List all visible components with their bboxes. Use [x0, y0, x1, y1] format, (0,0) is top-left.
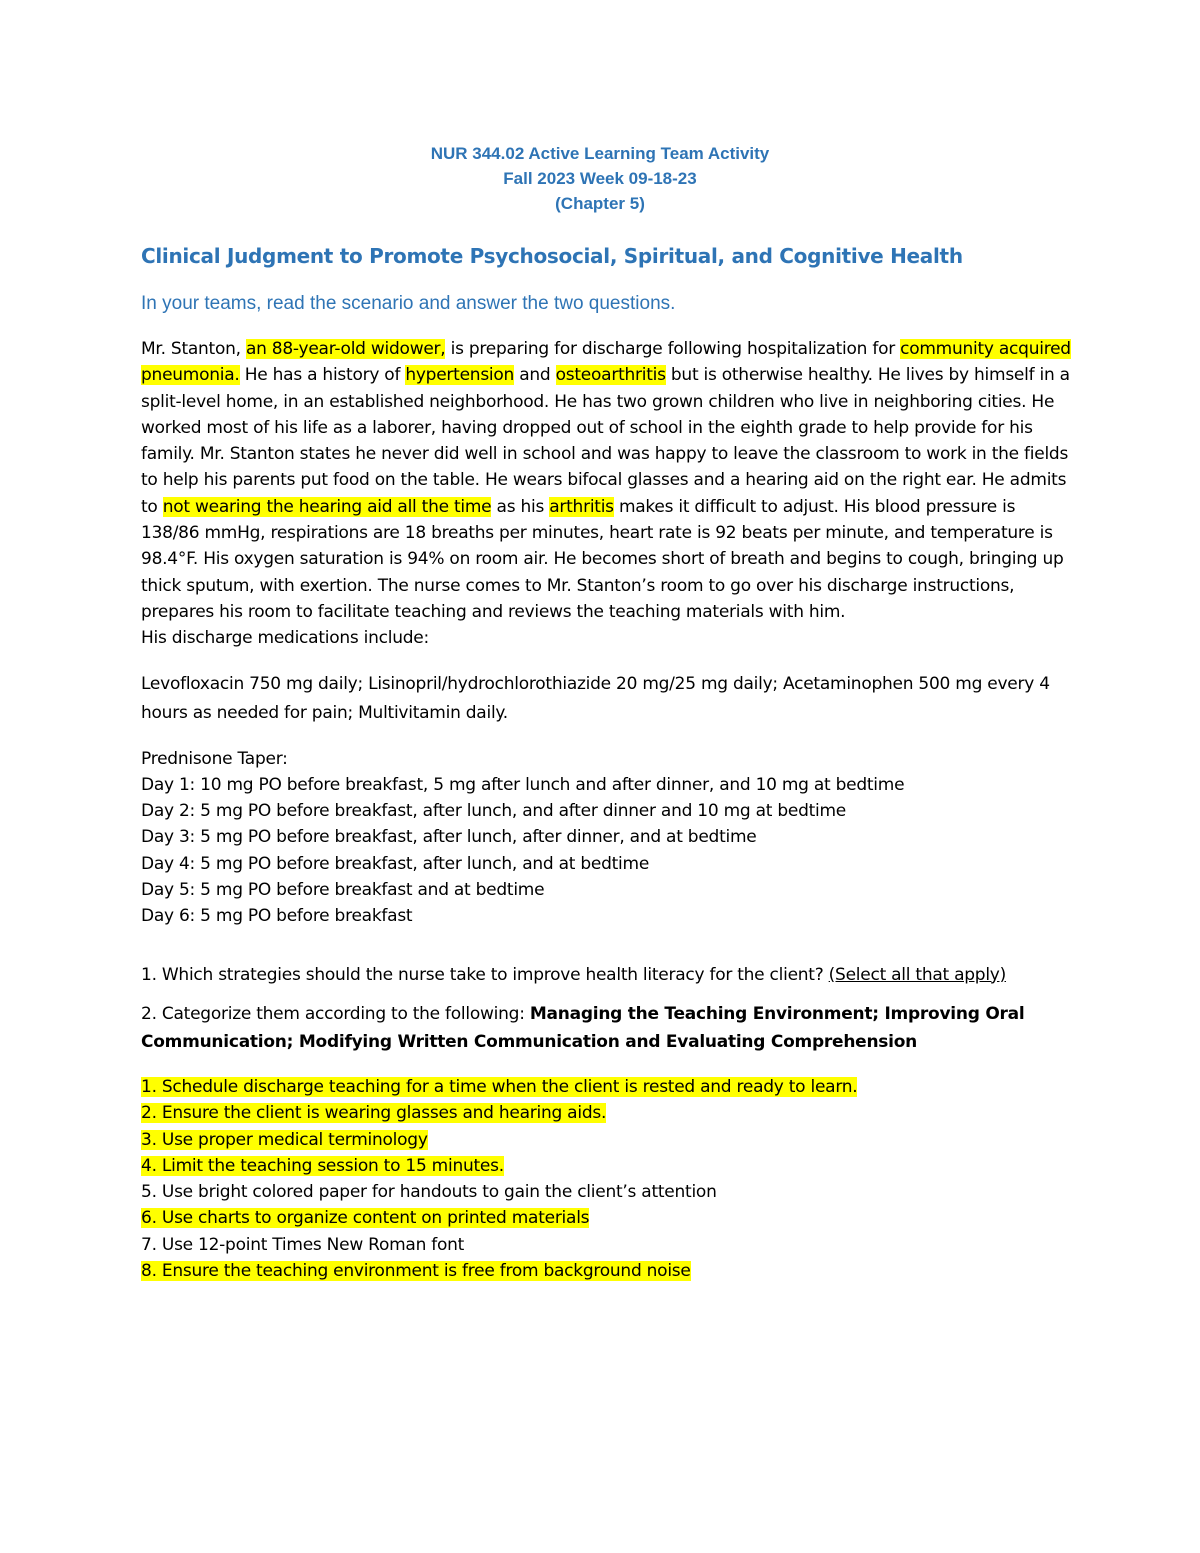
meds-intro: His discharge medications include: — [141, 628, 429, 649]
taper-day: Day 2: 5 mg PO before breakfast, after lunch, and after dinner and 10 mg at bedtime — [141, 801, 847, 822]
scenario-text: as his — [491, 496, 550, 517]
scenario-text: makes it difficult to adjust. His blood pressure is 138/86 mmHg, respirations are 18 breaths per minutes, heart rate is 92 beats per minute, and temperature is 98.4°F. His oxygen saturation is 94% on room air. He becomes short of breath and begins to cough, bringing up thick sputum, with exertion. The nurse comes to Mr. Stanton’s room to go over his discharge instructions, prepares his room to facilitate teaching and reviews the teaching materials with him. — [141, 496, 1064, 622]
question-1-text: 1. Which strategies should the nurse take to improve health literacy for the client? — [141, 964, 829, 985]
scenario-text: He has a history of — [239, 365, 406, 386]
option-item: 8. Ensure the teaching environment is free from background noise — [141, 1261, 691, 1282]
scenario-text: is preparing for discharge following hospitalization for — [445, 339, 901, 359]
highlight-hearing-aid: not wearing the hearing aid all the time — [162, 496, 492, 517]
option-item: 7. Use 12-point Times New Roman font — [141, 1234, 465, 1255]
option-item: 2. Ensure the client is wearing glasses and hearing aids. — [141, 1103, 607, 1124]
highlight-arthritis: arthritis — [549, 496, 614, 517]
instructions: In your teams, read the scenario and answer the two questions. — [141, 293, 676, 314]
highlight-pneumonia: community acquired pneumonia. — [141, 339, 1071, 386]
section-title: Clinical Judgment to Promote Psychosocial, Spiritual, and Cognitive Health — [141, 244, 963, 268]
option-item: 6. Use charts to organize content on printed materials — [141, 1208, 590, 1229]
option-item: 5. Use bright colored paper for handouts to gain the client’s attention — [141, 1182, 717, 1203]
document-body — [141, 240, 1071, 1284]
option-item: 1. Schedule discharge teaching for a time when the client is rested and ready to learn. — [141, 1076, 858, 1097]
course-title: NUR 344.02 Active Learning Team Activity — [430, 144, 770, 163]
medication-list: Levofloxacin 750 mg daily; Lisinopril/hydrochlorothiazide 20 mg/25 mg daily; Acetaminophen 500 mg every 4 hours as needed for pain; Multivitamin daily. — [141, 673, 1050, 723]
question-2-categories: Managing the Teaching Environment; Improving Oral Communication; Modifying Written Communication and Evaluating Comprehension — [141, 1003, 1025, 1052]
strategy-options — [141, 1074, 1071, 1284]
taper-schedule — [141, 772, 1071, 930]
question-1 — [141, 962, 1071, 988]
question-2 — [141, 1000, 1071, 1056]
scenario-text: and — [514, 365, 556, 386]
document-header — [0, 141, 1200, 216]
highlight-hypertension: hypertension — [405, 365, 515, 386]
taper-day: Day 3: 5 mg PO before breakfast, after lunch, after dinner, and at bedtime — [141, 827, 757, 848]
scenario-text: Mr. Stanton, — [141, 339, 246, 359]
term-week: Fall 2023 Week 09-18-23 — [503, 169, 697, 188]
taper-title: Prednisone Taper: — [141, 748, 288, 769]
highlight-osteoarthritis: osteoarthritis — [555, 365, 666, 386]
question-1-note: (Select all that apply) — [828, 964, 1006, 985]
scenario-text: but is otherwise healthy. He lives by himself in a split-level home, in an established neighborhood. He has two grown children who live in neighboring cities. He worked most of his life as a laborer, having dropped out of school in the eighth grade to help provide for his family. Mr. Stanton states he never did well in school and was happy to leave the classroom to work in the fields to help his parents put food on the table. He wears bifocal glasses and a hearing aid on the right ear. He admits to — [141, 365, 1070, 517]
chapter-label: (Chapter 5) — [555, 194, 645, 213]
question-2-text: 2. Categorize them according to the following: — [141, 1003, 530, 1024]
taper-day: Day 5: 5 mg PO before breakfast and at bedtime — [141, 880, 545, 901]
highlight-age: an 88-year-old widower, — [245, 339, 446, 359]
option-item: 3. Use proper medical terminology — [141, 1129, 428, 1150]
taper-day: Day 6: 5 mg PO before breakfast — [141, 906, 413, 927]
taper-day: Day 4: 5 mg PO before breakfast, after lunch, and at bedtime — [141, 853, 650, 874]
taper-day: Day 1: 10 mg PO before breakfast, 5 mg after lunch and after dinner, and 10 mg at bedtime — [141, 774, 905, 795]
option-item: 4. Limit the teaching session to 15 minutes. — [141, 1155, 504, 1176]
scenario-paragraph — [141, 336, 1071, 625]
